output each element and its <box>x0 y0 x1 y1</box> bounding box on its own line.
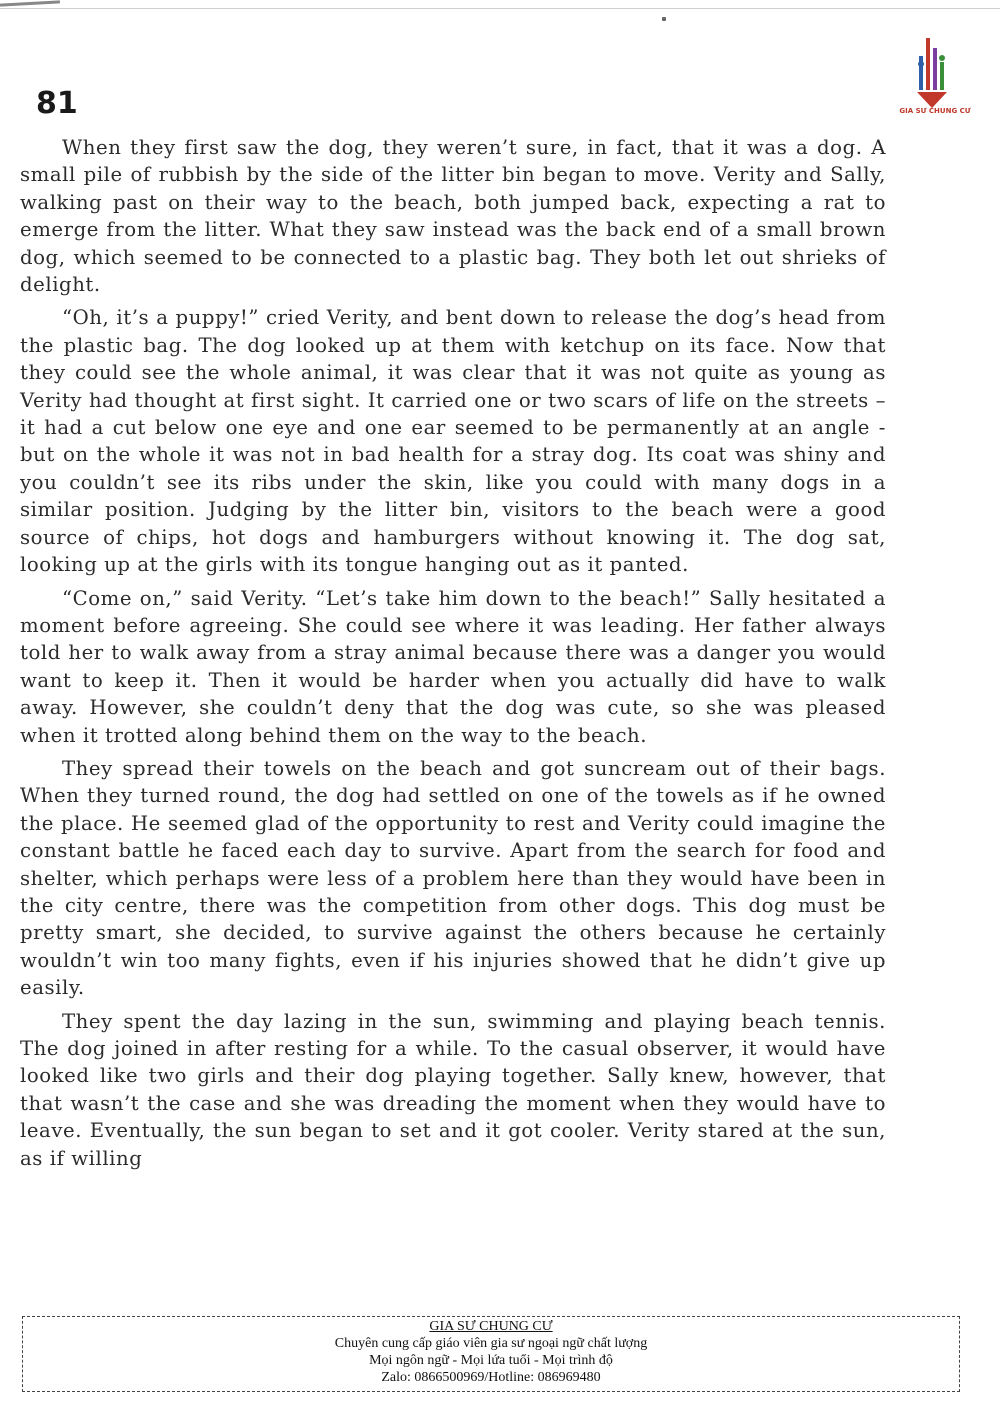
logo-bar-2 <box>926 38 930 90</box>
story-paragraph: When they first saw the dog, they weren’t sure, in fact, that it was a dog. A small pile of rubbish by the side of the litter bin began to move. Verity and Sally, walking past on their way to the beach, both jumped back, expecting a rat to emerge from the litter. What they saw instead was the back end of a small brown dog, which seemed to be connected to a plastic bag. They both let out shrieks of delight. <box>20 136 886 297</box>
story-paragraph: “Come on,” said Verity. “Let’s take him down to the beach!” Sally hesitated a moment before agreeing. She could see where it was leading. Her father always told her to walk away from a stray animal because there was a danger you would want to keep it. Then it would be harder when you actually did have to walk away. However, she couldn’t deny that the dog was cute, so she was pleased when it trotted along behind them on the way to the beach. <box>20 586 886 747</box>
logo-bar-3 <box>933 48 937 90</box>
logo-dot-1 <box>918 61 924 67</box>
logo-bar-4 <box>940 62 944 90</box>
footer-tagline: Chuyên cung cấp giáo viên gia sư ngoại ngữ chất lượng <box>334 1336 648 1351</box>
brand-logo-text: GIA SƯ CHUNG CƯ <box>899 107 971 115</box>
top-scan-edge <box>0 0 1000 9</box>
story-text <box>20 134 886 1178</box>
scan-mark <box>662 17 666 21</box>
page-number: 81 <box>36 86 78 121</box>
story-paragraph: “Oh, it’s a puppy!” cried Verity, and bent down to release the dog’s head from the plastic bag. The dog looked up at them with ketchup on its face. Now that they could see the whole animal, it was clear that it was not quite as young as Verity had thought at first sight. It carried one or two scars of life on the streets – it had a cut below one eye and one ear seemed to be permanently at an angle - but on the whole it was not in bad health for a stray dog. Its coat was shiny and you couldn’t see its ribs under the skin, like you could with many dogs in a similar position. Judging by the litter bin, visitors to the beach were a good source of chips, hot dogs and hamburgers without knowing it. The dog sat, looking up at the girls with its tongue hanging out as it panted. <box>20 306 886 577</box>
footer-subtagline: Mọi ngôn ngữ - Mọi lứa tuổi - Mọi trình độ <box>369 1353 613 1368</box>
logo-dot-2 <box>939 55 945 61</box>
story-paragraph: They spread their towels on the beach and got suncream out of their bags. When they turned round, the dog had settled on one of the towels as if he owned the place. He seemed glad of the opportunity to rest and Verity could imagine the constant battle he faced each day to survive. Apart from the search for food and shelter, which perhaps were less of a problem here than they would have been in the city centre, there was the competition from other dogs. This dog must be pretty smart, she decided, to survive against the others because he certainly wouldn’t win too many fights, even if his injuries showed that he didn’t give up easily. <box>20 756 886 1000</box>
footer-box <box>22 1316 960 1392</box>
footer-contact: Zalo: 0866500969/Hotline: 086969480 <box>381 1370 601 1385</box>
brand-logo-icon <box>895 18 975 118</box>
footer-title: GIA SƯ CHUNG CƯ <box>429 1319 553 1334</box>
logo-pencil-tip <box>917 92 947 108</box>
story-paragraph: They spent the day lazing in the sun, swimming and playing beach tennis. The dog joined in after resting for a while. To the casual observer, it would have looked like two girls and their dog playing together. Sally knew, however, that that wasn’t the case and she was dreading the moment when they would have to leave. Eventually, the sun began to set and it got cooler. Verity stared at the sun, as if willing <box>20 1009 886 1170</box>
